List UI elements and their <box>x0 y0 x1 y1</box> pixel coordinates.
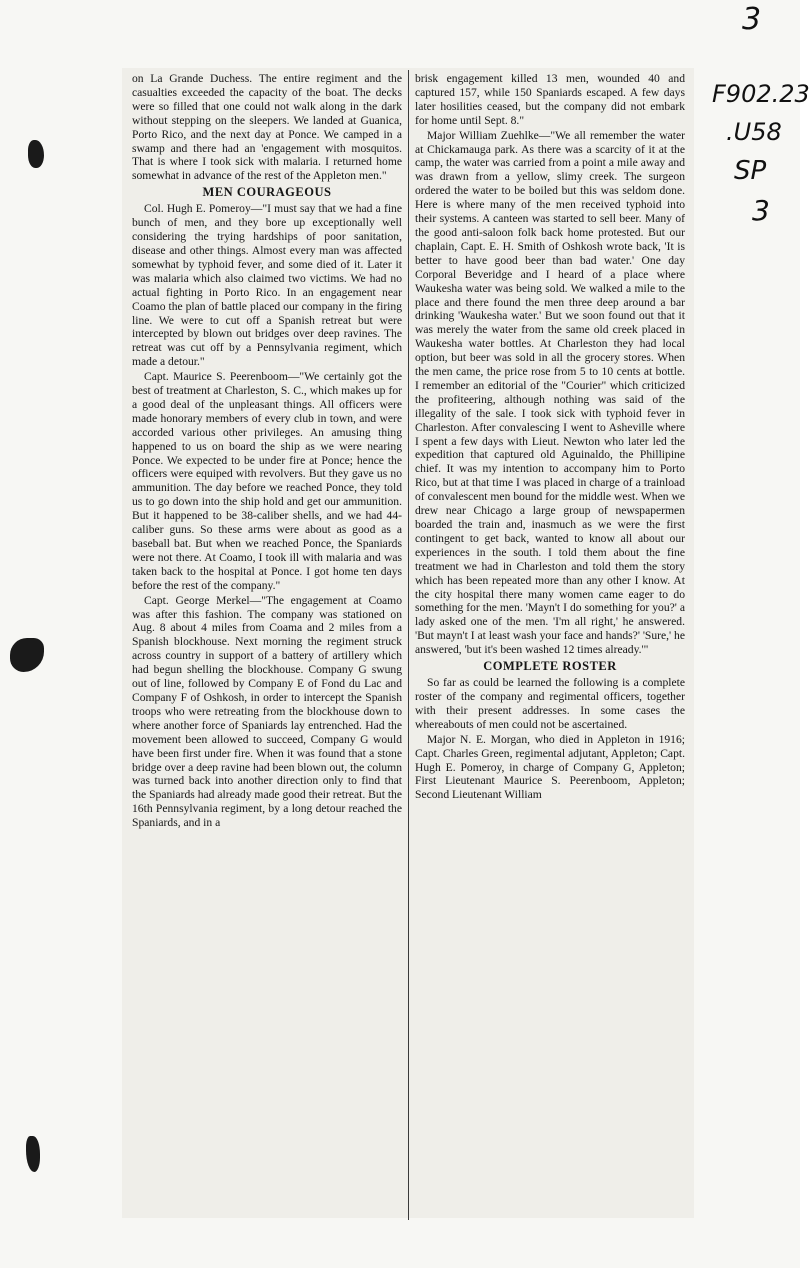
left-paragraph-1: on La Grande Duchess. The entire regiment and the casualties exceeded the capacity of the boat. The decks were so filled that one could not walk along in the dark without stepping on the sleepers. We landed at Guanica, Porto Rico, and the next day at Ponce. We camped in a swamp and there had an 'engagement with mosquitos. That is where I took sick with malaria. I returned home somewhat in advance of the rest of the Appleton men." <box>132 72 402 183</box>
article-right-column <box>415 72 685 1220</box>
section-heading-men-courageous: MEN COURAGEOUS <box>202 185 332 200</box>
right-paragraph-3: So far as could be learned the following is a complete roster of the company and regimental officers, together with their present addresses. In some cases the whereabouts of men could not be ascertained. <box>415 676 685 731</box>
right-paragraph-4: Major N. E. Morgan, who died in Appleton in 1916; Capt. Charles Green, regimental adjutant, Appleton; Capt. Hugh E. Pomeroy, in charge of Company G, Appleton; First Lieutenant Maurice S. Peerenboom, Appleton; Second Lieutenant William <box>415 732 685 802</box>
left-paragraph-3: Capt. Maurice S. Peerenboom—"We certainly got the best of treatment at Charleston, S. C., which makes up for a good deal of the unpleasant things. All officers were made honorary members of every club in town, and were accorded various other privileges. An amusing thing happened to us on board the ship as we were nearing Ponce. We expected to be under fire at Ponce; hence the officers were equiped with revolvers. But they gave us no ammunition. The day before we reached Ponce, they told us to go down into the ship hold and get our ammunition. But it happened to be 38-caliber shells, and we had 44-caliber guns. So these arms were about as good as a baseball bat. But when we reached Ponce, the Spaniards were not there. At Coamo, I took ill with malaria and was taken back to the hospital at Ponce. I got home ten days before the rest of the company." <box>132 370 402 592</box>
binding-hole-mark-top <box>28 140 44 168</box>
handwritten-catalog-line-2: .U58 <box>726 118 782 146</box>
section-heading-complete-roster: COMPLETE ROSTER <box>483 659 617 674</box>
right-paragraph-1: brisk engagement killed 13 men, wounded 40 and captured 157, while 150 Spaniards escaped. A few days later hosilities ceased, but the company did not embark for home until Sept. 8." <box>415 72 685 127</box>
handwritten-catalog-line-3: SP <box>734 156 767 186</box>
article-left-column <box>132 72 402 1212</box>
handwritten-catalog-line-4: 3 <box>752 194 770 227</box>
column-divider <box>408 70 409 1220</box>
left-paragraph-2: Col. Hugh E. Pomeroy—"I must say that we had a fine bunch of men, and they bore up exceptionally well considering the trying hardships of poor sanitation, disease and other things. Almost every man was affected somewhat by typhoid fever, and some died of it. Later it was malaria which also claimed two victims. We had no actual fighting in Porto Rico. In an engagement near Coamo the plan of battle placed our company in the firing line. We were to cut off a Spanish retreat but were intercepted by blown out bridges over deep ravines. The retreat was cut off by a Pennsylvania regiment, which made a detour." <box>132 202 402 369</box>
handwritten-page-number: 3 <box>742 2 762 37</box>
right-paragraph-2: Major William Zuehlke—"We all remember the water at Chickamauga park. As there was a scarcity of it at the camp, the water was carried from a point a mile away and was drawn from a yellow, slimy creek. The surgeon ordered the water to be boiled but this was seldom done. Here is where many of the men received typhoid into their systems. A canteen was started to sell beer. Many of the good anti-saloon folk back home protested. But our chaplain, Capt. E. H. Smith of Oshkosh wrote back, 'It is better to have good beer than bad water.' One day Corporal Beveridge and I heard of a place where Waukesha water was being sold. We walked a mile to the place and there found the men three deep around a bar drinking 'Waukesha water.' But we soon found out that it was merely the water from the same old creek placed in Waukesha water bottles. At Charleston they had local option, but beer was sold in all the grocery stores. When the men came, the price rose from 5 to 10 cents at bottle. I remember an editorial of the "Courier" which criticized the profiteering, although nothing was said of the illegality of the sale. I took sick with typhoid fever in Charleston. After convalescing I went to Asheville where I spent a few days with Lieut. Newton who later led the expedition that captured old Aguinaldo, the Phillipine chief. It was my intention to accompany him to Porto Rico, but at that time I was placed in charge of a trainload of convalescent men bound for the middle west. When we drew near Chicago a large group of newspapermen boarded the train and, inasmuch as we were the first contingent to get back, wanted to know all about our experiences in the south. I told them about the fine treatment we had in Charleston and told them the story which has been repeated more than any other I know. At the city hospital there many women came eager to do something for the men. 'Mayn't I do something for you?' a lady asked one of the men. 'I'm all right,' he answered. 'But mayn't I at least wash your face and hands?' 'Sure,' he answered, 'but it's been washed 12 times already.'" <box>415 128 685 657</box>
binding-hole-mark-bottom <box>26 1136 40 1172</box>
left-paragraph-4: Capt. George Merkel—"The engagement at Coamo was after this fashion. The company was stationed on Aug. 8 about 4 miles from Coama and 2 miles from a Spanish blockhouse. Next morning the regiment struck across country in support of a battery of artillery which had begun shelling the blockhouse. Company G swung out of line, followed by Company E of Fond du Lac and Company F of Oshkosh, in order to intercept the Spanish troops who were retreating from the blockhouse down to where another force of Spaniards lay entrenched. Had the movement been allowed to succeed, Company G would have been first under fire. When it was found that a stone bridge over a deep ravine had been blown out, the column was turned back into another direction only to find that the Spaniards had already made good their retreat. But the 16th Pennsylvania regiment, by a long detour reached the Spaniards, and in a <box>132 593 402 830</box>
handwritten-catalog-line-1: F902.23 <box>712 80 810 108</box>
